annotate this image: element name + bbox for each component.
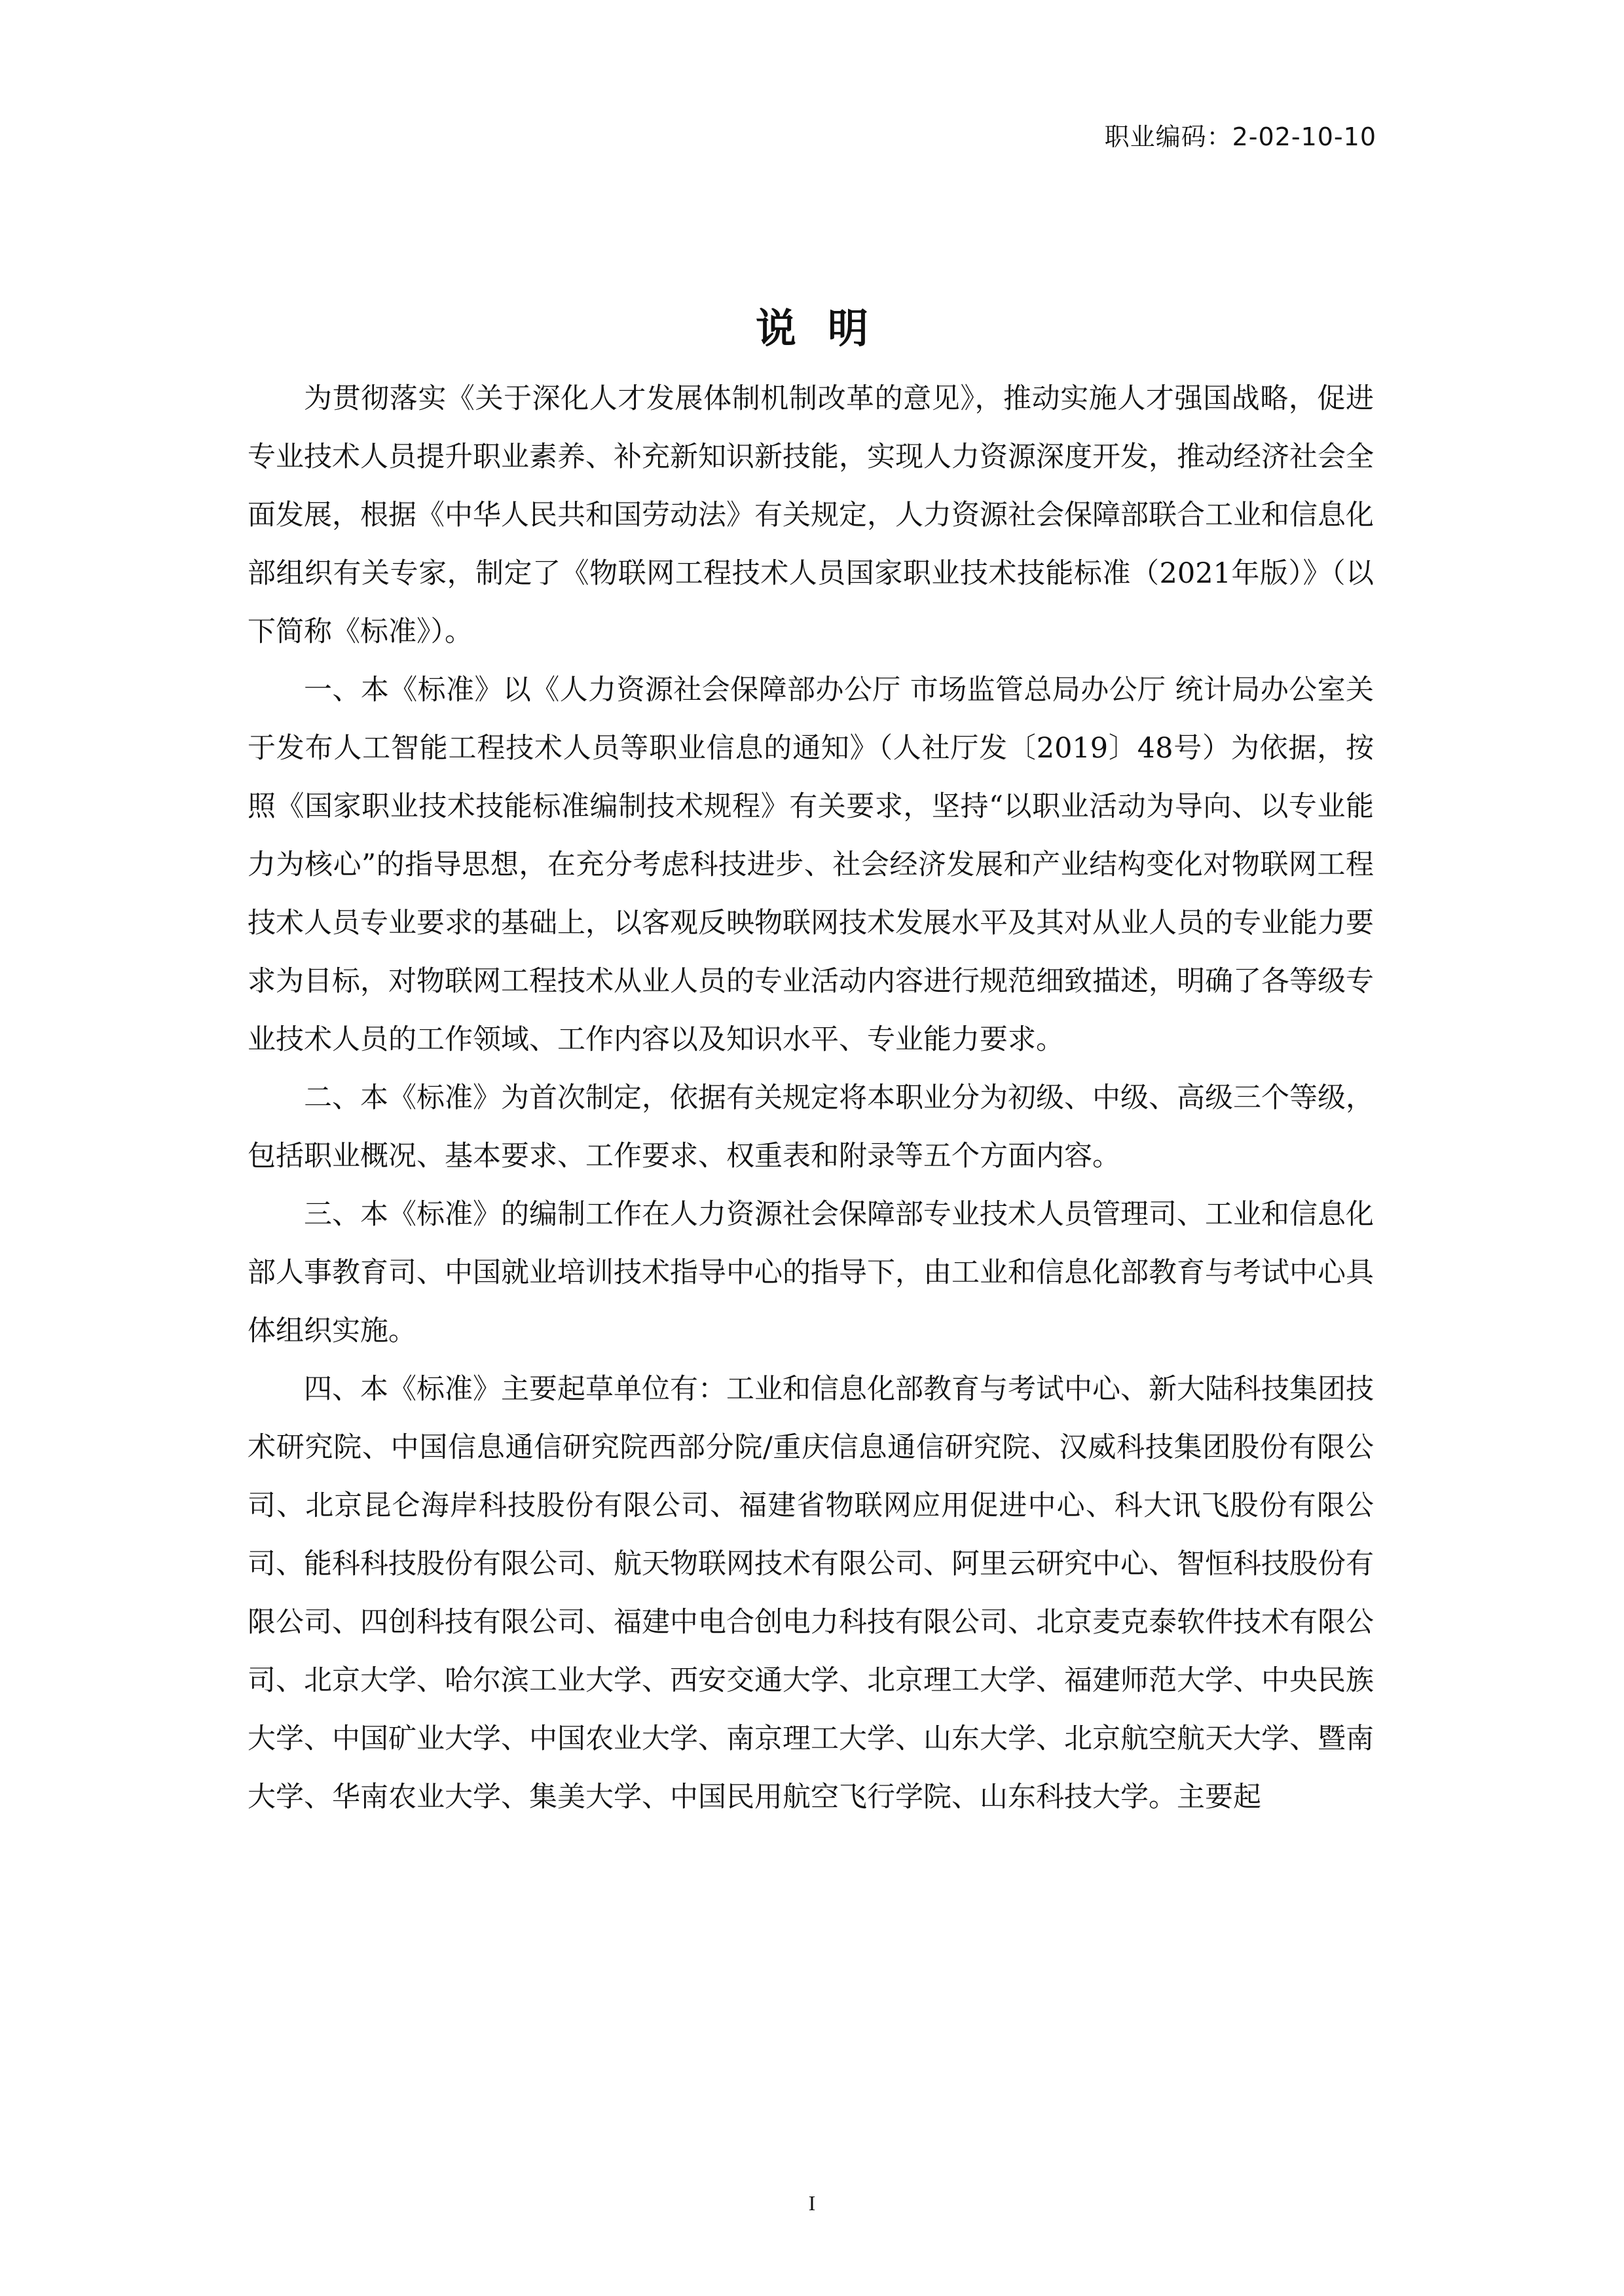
occupation-code: 职业编码：2-02-10-10 bbox=[1104, 122, 1376, 151]
page-title: 说明 bbox=[755, 304, 900, 352]
paragraph-item-2: 二、本《标准》为首次制定，依据有关规定将本职业分为初级、中级、高级三个等级，包括职业概况、基本要求、工作要求、权重表和附录等五个方面内容。 bbox=[248, 1082, 1374, 1173]
page-number: I bbox=[808, 2191, 816, 2215]
paragraph-item-1: 一、本《标准》以《人力资源社会保障部办公厅 市场监管总局办公厅 统计局办公室关于发布人工智能工程技术人员等职业信息的通知》（人社厅发〔2019〕48号）为依据，按照《国家职业技术技能标准编制技术规程》有关要求，坚持“以职业活动为导向、以专业能力为核心”的指导思想，在充分考虑科技进步、社会经济发展和产业结构变化对物联网工程技术人员专业要求的基础上，以客观反映物联网技术发展水平及其对从业人员的专业能力要求为目标，对物联网工程技术从业人员的专业活动内容进行规范细致描述，明确了各等级专业技术人员的工作领域、工作内容以及知识水平、专业能力要求。 bbox=[248, 674, 1374, 1056]
paragraph-item-3: 三、本《标准》的编制工作在人力资源社会保障部专业技术人员管理司、工业和信息化部人事教育司、中国就业培训技术指导中心的指导下，由工业和信息化部教育与考试中心具体组织实施。 bbox=[248, 1198, 1374, 1347]
paragraph-item-4: 四、本《标准》主要起草单位有：工业和信息化部教育与考试中心、新大陆科技集团技术研究院、中国信息通信研究院西部分院/重庆信息通信研究院、汉威科技集团股份有限公司、北京昆仑海岸科技股份有限公司、福建省物联网应用促进中心、科大讯飞股份有限公司、能科科技股份有限公司、航天物联网技术有限公司、阿里云研究中心、智恒科技股份有限公司、四创科技有限公司、福建中电合创电力科技有限公司、北京麦克泰软件技术有限公司、北京大学、哈尔滨工业大学、西安交通大学、北京理工大学、福建师范大学、中央民族大学、中国矿业大学、中国农业大学、南京理工大学、山东大学、北京航空航天大学、暨南大学、华南农业大学、集美大学、中国民用航空飞行学院、山东科技大学。主要起 bbox=[248, 1373, 1374, 1813]
paragraph-intro: 为贯彻落实《关于深化人才发展体制机制改革的意见》，推动实施人才强国战略，促进专业技术人员提升职业素养、补充新知识新技能，实现人力资源深度开发，推动经济社会全面发展，根据《中华人民共和国劳动法》有关规定，人力资源社会保障部联合工业和信息化部组织有关专家，制定了《物联网工程技术人员国家职业技术技能标准（2021年版）》（以下简称《标准》）。 bbox=[248, 382, 1374, 648]
document-body bbox=[248, 370, 1374, 1827]
